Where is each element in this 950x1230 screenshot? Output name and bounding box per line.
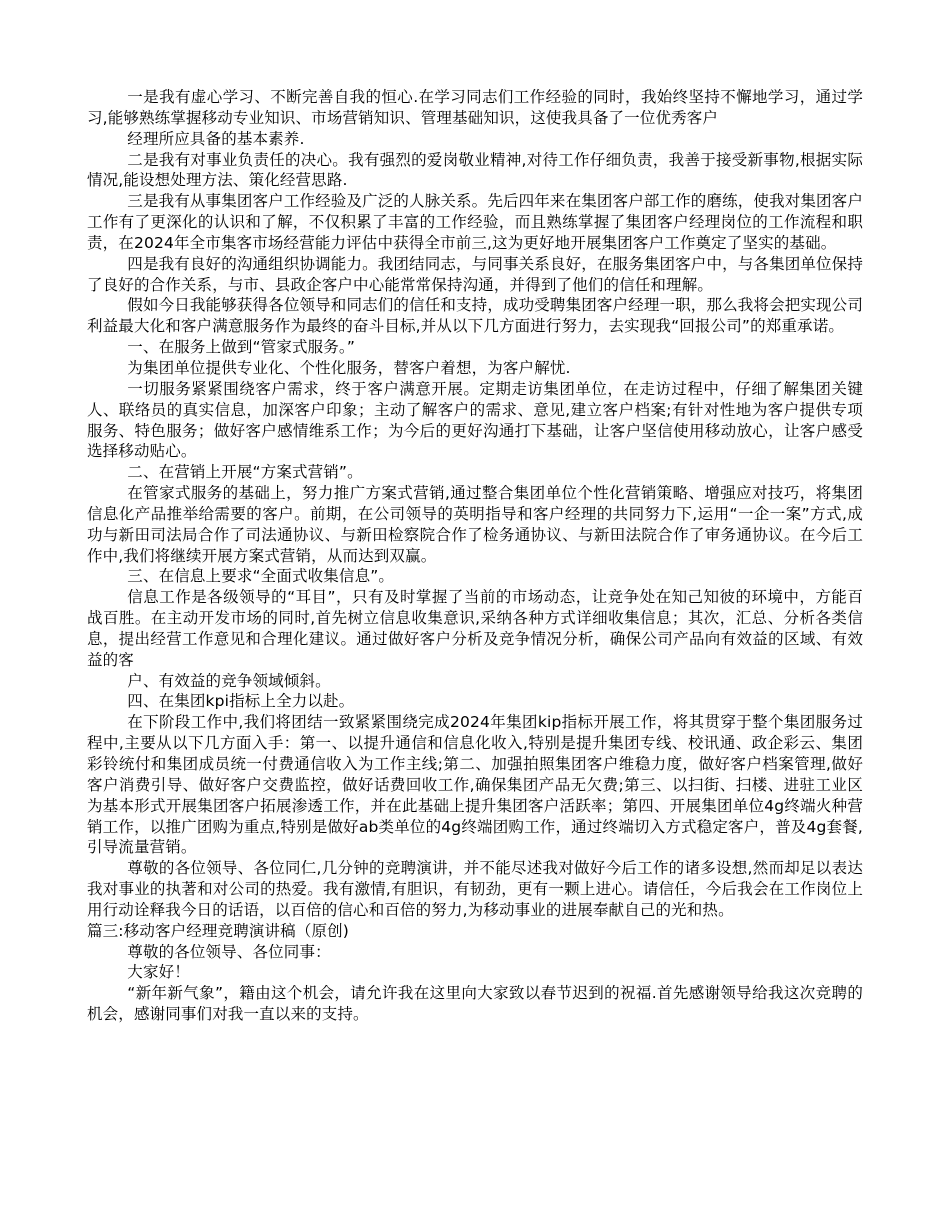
paragraph-1: 一是我有虚心学习、不断完善自我的恒心.在学习同志们工作经验的同时，我始终坚持不懈地学习，通过学习,能够熟练掌握移动专业知识、市场营销知识、管理基础知识，这使我具备了一位优秀客户 [87,88,863,127]
section-heading-information: 三、在信息上要求“全面式收集信息”。 [127,567,395,586]
paragraph-5: 四是我有良好的沟通组织协调能力。我团结同志，与同事关系良好，在服务集团客户中，与各集团单位保持了良好的合作关系，与市、县政企客户中心能常常保持沟通，并得到了他们的信任和理解。 [87,254,863,294]
paragraph-21: “新年新气象”，籍由这个机会，请允许我在这里向大家致以春节迟到的祝福.首先感谢领导给我这次竞聘的机会，感谢同事们对我一直以来的支持。 [87,984,863,1024]
paragraph-14: 户、有效益的竞争领域倾斜。 [127,671,331,690]
paragraph-3: 二是我有对事业负责任的决心。我有强烈的爱岗敬业精神,对待工作仔细负责，我善于接受新事物,根据实际情况,能设想处理方法、策化经营思路. [87,150,863,190]
paragraph-16: 在下阶段工作中,我们将团结一致紧紧围绕完成2024年集团kip指标开展工作，将其贯穿于整个集团服务过程中,主要从以下几方面入手：第一、以提升通信和信息化收入,特别是提升集团专线、校讯通、政企彩云、集团彩铃统付和集团成员统一付费通信收入为工作主线;第二、加强拍照集团客户维稳力度，做好客户档案管理,做好客户消费引导、做好客户交费监控，做好话费回收工作,确保集团产品无欠费;第三、以扫街、扫楼、进驻工业区为基本形式开展集团客户拓展渗透工作，并在此基础上提升集团客户活跃率；第四、开展集团单位4g终端火种营销工作，以推广团购为重点,特别是做好ab类单位的4g终端团购工作，通过终端切入方式稳定客户，普及4g套餐,引导流量营销。 [87,713,863,857]
paragraph-11: 在管家式服务的基础上，努力推广方案式营销,通过整合集团单位个性化营销策略、增强应对技巧，将集团信息化产品推举给需要的客户。前期，在公司领导的英明指导和客户经理的共同努力下,运用“一企一案”方式,成功与新田司法局合作了司法通协议、与新田检察院合作了检务通协议、与新田法院合作了审务通协议。在今后工作中,我们将继续开展方案式营销，从而达到双赢。 [87,484,863,565]
paragraph-9: 一切服务紧紧围绕客户需求，终于客户满意开展。定期走访集团单位，在走访过程中，仔细了解集团关键人、联络员的真实信息，加深客户印象；主动了解客户的需求、意见,建立客户档案;有针对性地为客户提供专项服务、特色服务；做好客户感情维系工作；为今后的更好沟通打下基础，让客户坚信使用移动放心，让客户感受选择移动贴心。 [87,379,863,461]
document-page [87,87,863,1025]
paragraph-17: 尊敬的各位领导、各位同仁,几分钟的竞聘演讲，并不能尽述我对做好今后工作的诸多设想,然而却足以表达我对事业的执著和对公司的热爱。我有激情,有胆识，有韧劲，更有一颗上进心。请信任，今后我会在工作岗位上用行动诠释我今日的话语，以百倍的信心和百倍的努力,为移动事业的进展奉献自己的光和热。 [87,859,863,919]
section-heading-marketing: 二、在营销上开展“方案式营销”。 [127,463,363,482]
chapter-title: 篇三:移动客户经理竞聘演讲稿（原创) [87,921,349,940]
greeting: 大家好！ [127,963,190,982]
section-heading-kpi: 四、在集团kpi指标上全力以赴。 [127,692,355,711]
paragraph-8: 为集团单位提供专业化、个性化服务，替客户着想，为客户解忧. [127,358,571,377]
paragraph-2: 经理所应具备的基本素养. [127,129,305,148]
section-heading-service: 一、在服务上做到“管家式服务。” [127,338,356,357]
paragraph-6: 假如今日我能够获得各位领导和同志们的信任和支持，成功受聘集团客户经理一职，那么我将会把实现公司利益最大化和客户满意服务作为最终的奋斗目标,并从以下几方面进行努力，去实现我“回报公司”的郑重承诺。 [87,296,863,336]
paragraph-13: 信息工作是各级领导的“耳目”，只有及时掌握了当前的市场动态，让竞争处在知己知彼的环境中，方能百战百胜。在主动开发市场的同时,首先树立信息收集意识,采纳各种方式详细收集信息；其次，汇总、分析各类信息，提出经营工作意见和合理化建议。通过做好客户分析及竞争情况分析，确保公司产品向有效益的区域、有效益的客 [87,588,863,669]
paragraph-4: 三是我有从事集团客户工作经验及广泛的人脉关系。先后四年来在集团客户部工作的磨练，使我对集团客户工作有了更深化的认识和了解，不仅积累了丰富的工作经验，而且熟练掌握了集团客户经理岗位的工作流程和职责，在2024年全市集客市场经营能力评估中获得全市前三,这为更好地开展集团客户工作奠定了坚实的基础。 [87,192,863,252]
salutation: 尊敬的各位领导、各位同事： [127,942,331,961]
